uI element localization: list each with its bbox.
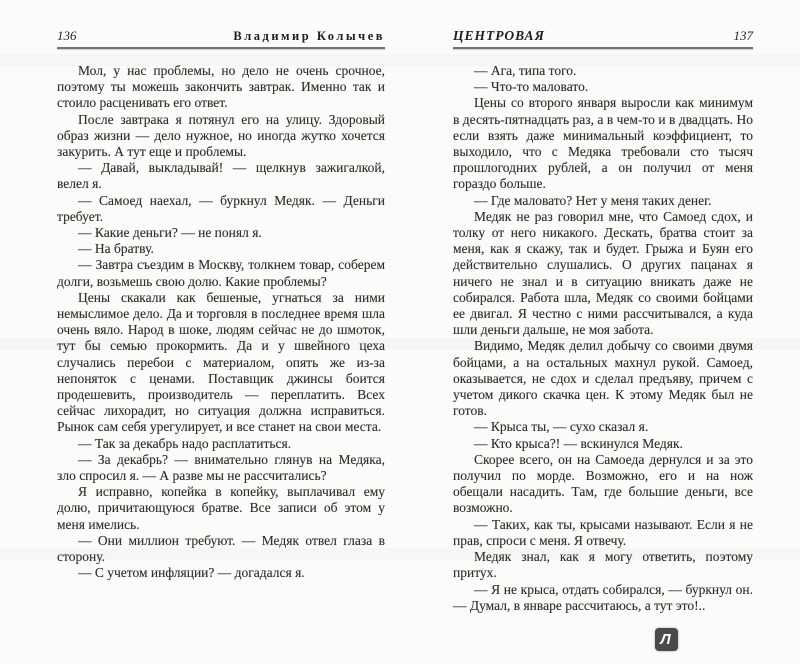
page-number-right: 137 bbox=[733, 28, 753, 43]
paragraph: — Какие деньги? — не понял я. bbox=[78, 225, 262, 241]
paragraph: — Так за декабрь надо расплатиться. bbox=[78, 435, 292, 451]
paragraph: Я исправно, копейка в копейку, выплачивал ему долю, причитающуюся братве. Все записи об этом у меня имелись. bbox=[57, 484, 385, 532]
paragraph: — Кто крыса?! — вскинулся Медяк. bbox=[474, 435, 683, 451]
header-rule bbox=[453, 47, 753, 49]
page-right-header bbox=[453, 28, 753, 45]
paragraph: — Таких, как ты, крысами называют. Если я не прав, спроси с меня. Я отвечу. bbox=[453, 516, 753, 548]
paragraph: — Я не крыса, отдать собирался, — буркнул он. — Думал, в январе рассчитаюсь, а тут это!.. bbox=[453, 581, 753, 613]
paragraph: — Самоед наехал, — буркнул Медяк. — Деньги требует. bbox=[57, 192, 385, 224]
paragraph: — Крыса ты, — сухо сказал я. bbox=[474, 419, 649, 435]
paragraph: — С учетом инфляции? — догадался я. bbox=[78, 565, 305, 581]
paragraph: — Давай, выкладывай! — щелкнув зажигалкой, велел я. bbox=[57, 160, 385, 192]
running-head-title: ЦЕНТРОВАЯ bbox=[453, 28, 545, 43]
paragraph: Медяк знал, как я могу ответить, поэтому притух. bbox=[453, 549, 753, 581]
header-rule bbox=[57, 47, 385, 49]
paragraph: — За декабрь? — внимательно глянув на Медяка, зло спросил я. — А разве мы не рассчитались? bbox=[57, 451, 385, 484]
running-head-author: Владимир Колычев bbox=[233, 29, 385, 43]
page-right bbox=[453, 28, 753, 614]
page-left-text bbox=[57, 63, 385, 582]
page-left bbox=[57, 28, 385, 582]
paragraph: — Ага, типа того. bbox=[474, 63, 577, 78]
labirint-logo bbox=[655, 628, 678, 651]
page-right-text bbox=[453, 63, 753, 614]
page-left-header bbox=[57, 28, 385, 45]
paragraph: — Они миллион требуют. — Медяк отвел глаза в сторону. bbox=[57, 532, 385, 565]
paragraph: Мол, у нас проблемы, но дело не очень срочное, поэтому ты можешь закончить завтрак. Именно так и стоило расценивать его ответ. bbox=[57, 63, 385, 111]
paragraph: — Завтра съездим в Москву, толкнем товар, соберем долги, возьмешь свою долю. Какие проблемы? bbox=[57, 257, 385, 289]
paragraph: Цены скакали как бешеные, угнаться за ними немыслимое дело. Да и торговля в последнее время шла очень вяло. Народ в шоке, людям сейчас не до шмоток, тут бы семью прокормить. Да и у швейного цеха случались перебои с материалом, опять же из-за непоняток с ценами. Поставщик джинсы боится продешевить, производитель — переплатить. Всех сейчас лихорадит, но ситуация должна исправиться. Рынок сам себя урегулирует, и все станет на свои места. bbox=[57, 289, 385, 435]
labirint-logo-letter: Л bbox=[660, 631, 671, 648]
paragraph: Медяк не раз говорил мне, что Самоед сдох, и толку от него никакого. Дескать, братва стоит за меня, как я скажу, так и будет. Грыжа и Буян его действительно слушались. О других пацанах я ничего не знал и в ситуацию вникать даже не собирался. Работа шла, Медяк со своими бойцами ее двигал. Я честно с ними рассчитывался, а куда шли деньги дальше, не моя забота. bbox=[453, 208, 753, 338]
paragraph: Скорее всего, он на Самоеда дернулся и за это получил по морде. Возможно, его и на нож обещали насадить. Там, где большие деньги, все возможно. bbox=[453, 451, 753, 516]
paragraph: Цены со второго января выросли как минимум в десять-пятнадцать раз, а в чем-то и в двадцать. Но если взять даже минимальный коэффициент, то выходило, что с Медяка требовали сто тысяч прошлогодних рублей, а он получил от меня гораздо больше. bbox=[453, 95, 753, 192]
paragraph: После завтрака я потянул его на улицу. Здоровый образ жизни — дело нужное, но иногда жутко хочется закурить. А тут еще и проблемы. bbox=[57, 111, 385, 160]
page-number-left: 136 bbox=[57, 28, 77, 43]
paragraph: — Что-то маловато. bbox=[474, 79, 589, 95]
paragraph: — Где маловато? Нет у меня таких денег. bbox=[474, 192, 712, 208]
paragraph: Видимо, Медяк делил добычу со своими двумя бойцами, а на остальных махнул рукой. Самоед, оказывается, не сдох и сделал предъяву, причем с учетом дикого скачка цен. К этому Медяк был не готов. bbox=[453, 338, 753, 419]
paragraph: — На братву. bbox=[78, 241, 154, 257]
